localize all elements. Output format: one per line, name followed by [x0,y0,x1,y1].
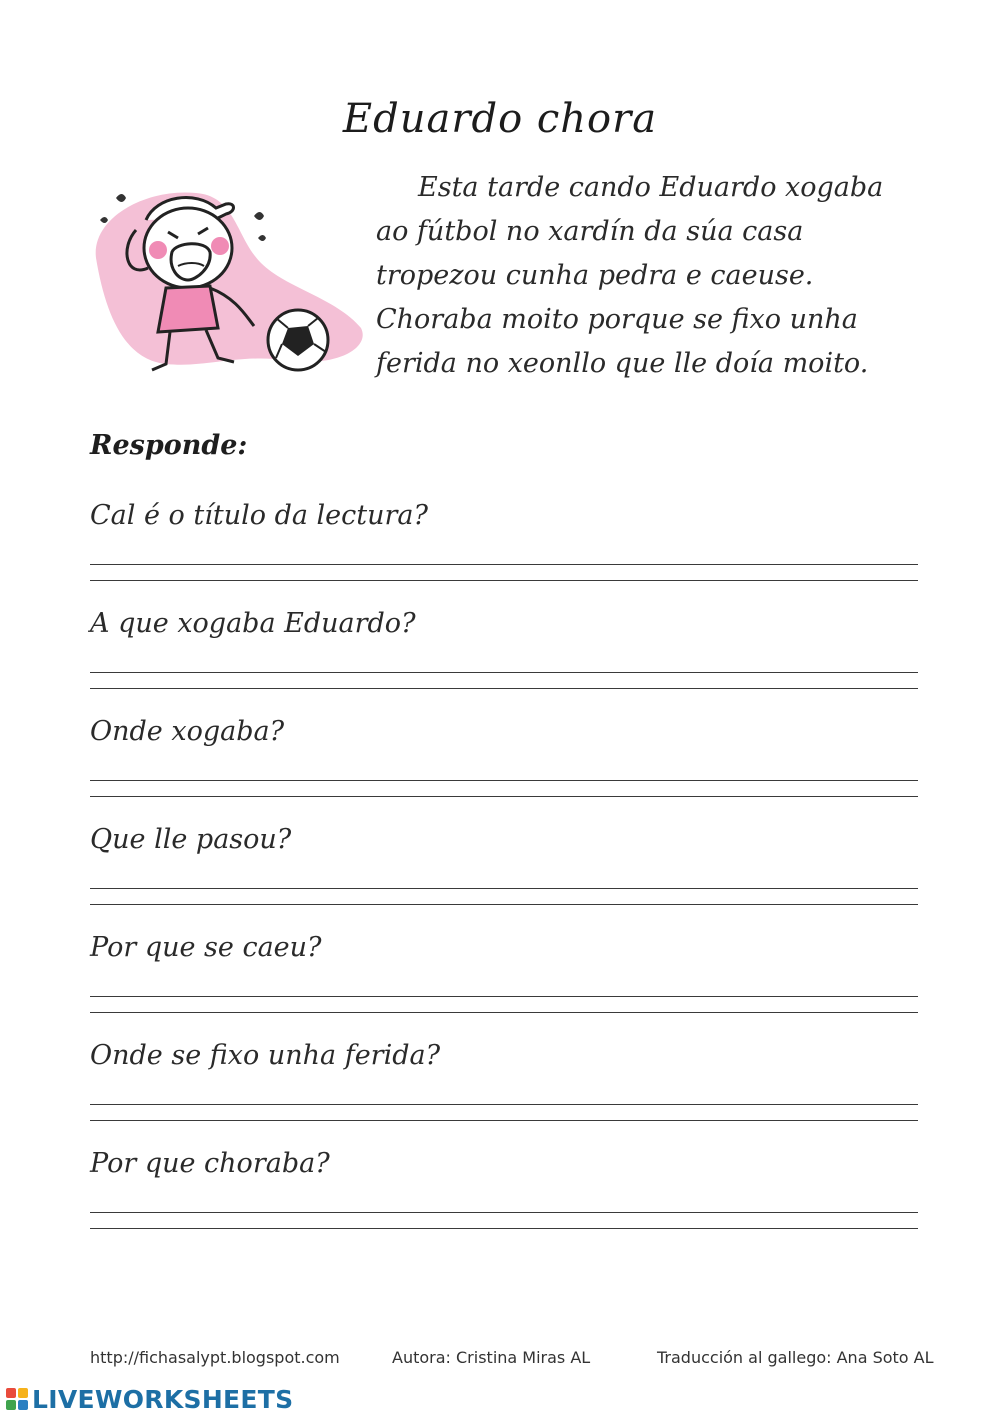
reading-passage [376,166,916,386]
question-text: Onde se fixo unha ferida? [90,1040,441,1071]
brand-logo[interactable] [6,1384,293,1414]
question-text: Por que se caeu? [90,932,322,963]
answer-line[interactable] [90,1212,918,1213]
answer-line[interactable] [90,688,918,689]
answer-line[interactable] [90,796,918,797]
answer-line[interactable] [90,904,918,905]
question-text: A que xogaba Eduardo? [90,608,416,639]
question-item [90,602,918,710]
footer-author: Autora: Cristina Miras AL [392,1348,591,1367]
answer-line[interactable] [90,1104,918,1105]
answer-line[interactable] [90,672,918,673]
question-list [90,494,918,1250]
question-text: Por que choraba? [90,1148,330,1179]
question-item [90,926,918,1034]
question-item [90,1034,918,1142]
reading-line: tropezou cunha pedra e caeuse. [376,260,814,291]
answer-line[interactable] [90,1228,918,1229]
answer-line[interactable] [90,580,918,581]
question-item [90,818,918,926]
crying-boy-with-ball-icon [86,168,370,388]
reading-line: ao fútbol no xardín da súa casa [376,216,804,247]
answer-line[interactable] [90,1012,918,1013]
question-item [90,1142,918,1250]
reading-line: Choraba moito porque se fixo unha [376,304,858,335]
footer-translation: Traducción al gallego: Ana Soto AL [657,1348,934,1367]
answer-line[interactable] [90,780,918,781]
brand-name: LIVEWORKSHEETS [32,1384,294,1414]
reading-line: Esta tarde cando Eduardo xogaba [418,172,884,203]
question-item [90,494,918,602]
respond-heading: Responde: [90,430,248,461]
footer-url[interactable]: http://fichasalypt.blogspot.com [90,1348,340,1367]
question-text: Onde xogaba? [90,716,285,747]
question-text: Cal é o título da lectura? [90,500,428,531]
question-text: Que lle pasou? [90,824,292,855]
crying-boy-illustration [86,168,370,388]
question-item [90,710,918,818]
answer-line[interactable] [90,1120,918,1121]
answer-line[interactable] [90,996,918,997]
liveworksheets-logo-icon [6,1388,28,1410]
reading-line: ferida no xeonllo que lle doía moito. [376,348,869,379]
page-title: Eduardo chora [342,96,658,142]
answer-line[interactable] [90,564,918,565]
answer-line[interactable] [90,888,918,889]
